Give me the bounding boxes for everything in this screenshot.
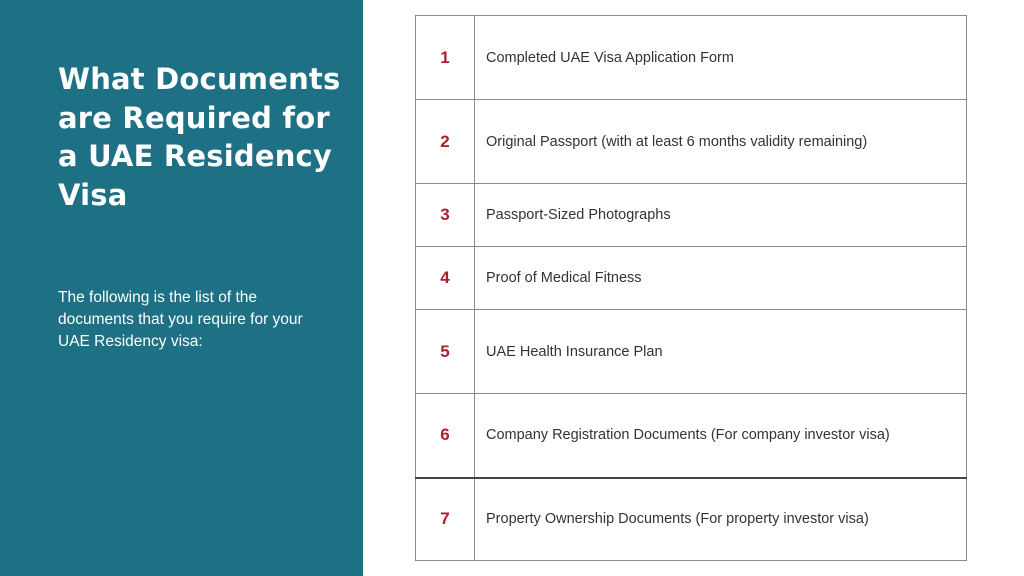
document-name: Completed UAE Visa Application Form	[475, 16, 967, 100]
document-name: UAE Health Insurance Plan	[475, 310, 967, 394]
row-number: 2	[416, 100, 475, 184]
row-number: 4	[416, 247, 475, 310]
row-number: 7	[416, 478, 475, 561]
document-name: Property Ownership Documents (For property investor visa)	[475, 478, 967, 561]
table-row	[416, 394, 967, 478]
row-number: 3	[416, 184, 475, 247]
left-panel	[0, 0, 363, 576]
table-row	[416, 16, 967, 100]
page-title: What Documents are Required for a UAE Residency Visa	[58, 62, 341, 212]
row-number: 5	[416, 310, 475, 394]
document-name: Original Passport (with at least 6 months validity remaining)	[475, 100, 967, 184]
table-row	[416, 184, 967, 247]
table-row	[416, 310, 967, 394]
document-name: Passport-Sized Photographs	[475, 184, 967, 247]
document-name: Company Registration Documents (For company investor visa)	[475, 394, 967, 478]
table-row	[416, 100, 967, 184]
table-row	[416, 478, 967, 561]
documents-table	[415, 15, 967, 561]
row-number: 6	[416, 394, 475, 478]
table-row	[416, 247, 967, 310]
row-number: 1	[416, 16, 475, 100]
intro-text: The following is the list of the documents that you require for your UAE Residency visa:	[58, 289, 303, 350]
document-name: Proof of Medical Fitness	[475, 247, 967, 310]
